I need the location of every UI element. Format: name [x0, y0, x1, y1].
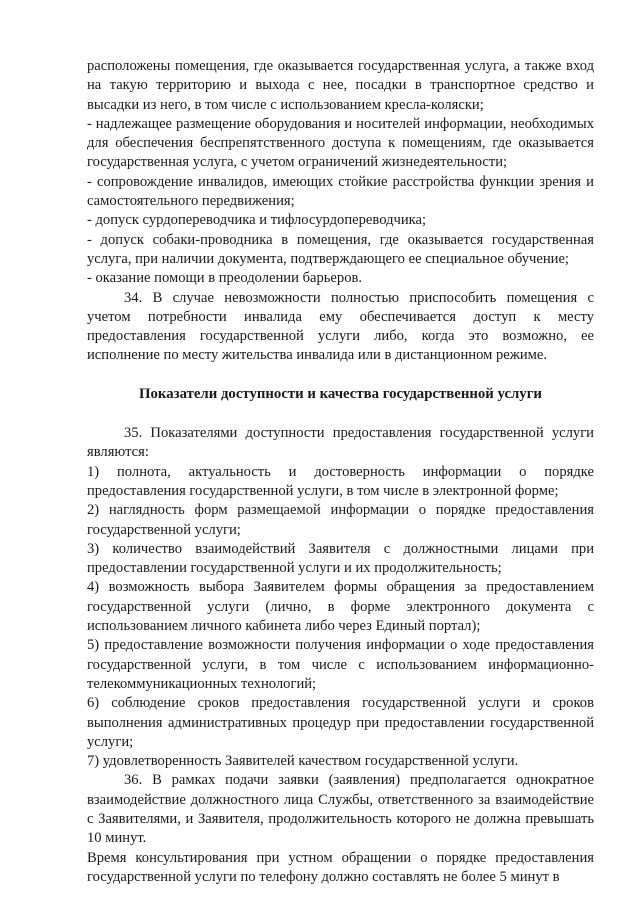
list-item-guide-dog: - допуск собаки-проводника в помещения, где оказывается государственная услуга, при наличии документа, подтверждающего ее специальное обучение;: [87, 231, 594, 267]
list-item-escort: - сопровождение инвалидов, имеющих стойкие расстройства функции зрения и самостоятельного передвижения;: [87, 173, 594, 210]
paragraph-36: 36. В рамках подачи заявки (заявления) предполагается однократное взаимодействие должностного лица Службы, ответственного за взаимодействие с Заявителями, и Заявителя, продолжительность которого не должна превышать 10 минут.: [87, 772, 594, 847]
paragraph-consultation: Время консультирования при устном обращении о порядке предоставления государственной услуги по телефону должно составлять не более 5 минут в: [87, 849, 594, 885]
list-item-1: 1) полнота, актуальность и достоверность информации о порядке предоставления государственной услуги, в том числе в электронной форме;: [87, 463, 594, 499]
list-item-interpreter: - допуск сурдопереводчика и тифлосурдопереводчика;: [87, 212, 427, 229]
list-item-equipment: - надлежащее размещение оборудования и носителей информации, необходимых для обеспечения беспрепятственного доступа к помещениям, где оказывается государственная услуга, с учетом ограничений жизнедеятельности;: [87, 115, 594, 171]
paragraph-continuation: расположены помещения, где оказывается государственная услуга, а также вход на такую территорию и выхода с нее, посадки в транспортное средство и высадки из него, в том числе с использованием кресла-коляски;: [87, 58, 594, 113]
list-item-4: 4) возможность выбора Заявителем формы обращения за предоставлением государственной услуги (лично, в форме электронного документа с использованием личного кабинета либо через Единый портал);: [87, 579, 594, 635]
document-page: [87, 57, 594, 887]
list-item-6: 6) соблюдение сроков предоставления государственной услуги и сроков выполнения административных процедур при предоставлении государственной услуги;: [87, 695, 594, 750]
list-item-3: 3) количество взаимодействий Заявителя с должностными лицами при предоставлении государственной услуги и их продолжительность;: [87, 540, 594, 577]
list-item-2: 2) наглядность форм размещаемой информации о порядке предоставления государственной услуги;: [87, 502, 594, 538]
paragraph-34: 34. В случае невозможности полностью приспособить помещения с учетом потребности инвалида ему обеспечивается доступ к месту предоставления государственной услуги либо, когда это возможно, ее исполнение по месту жительства инвалида или в дистанционном режиме.: [87, 289, 594, 364]
list-item-barriers: - оказание помощи в преодолении барьеров.: [87, 270, 363, 287]
paragraph-35: 35. Показателями доступности предоставления государственной услуги являются:: [87, 425, 594, 461]
list-item-5: 5) предоставление возможности получения информации о ходе предоставления государственной услуги, в том числе с использованием информационно-телекоммуникационных технологий;: [87, 637, 594, 692]
list-item-7: 7) удовлетворенность Заявителей качеством государственной услуги.: [87, 753, 519, 770]
section-heading: Показатели доступности и качества государственной услуги: [139, 385, 542, 402]
